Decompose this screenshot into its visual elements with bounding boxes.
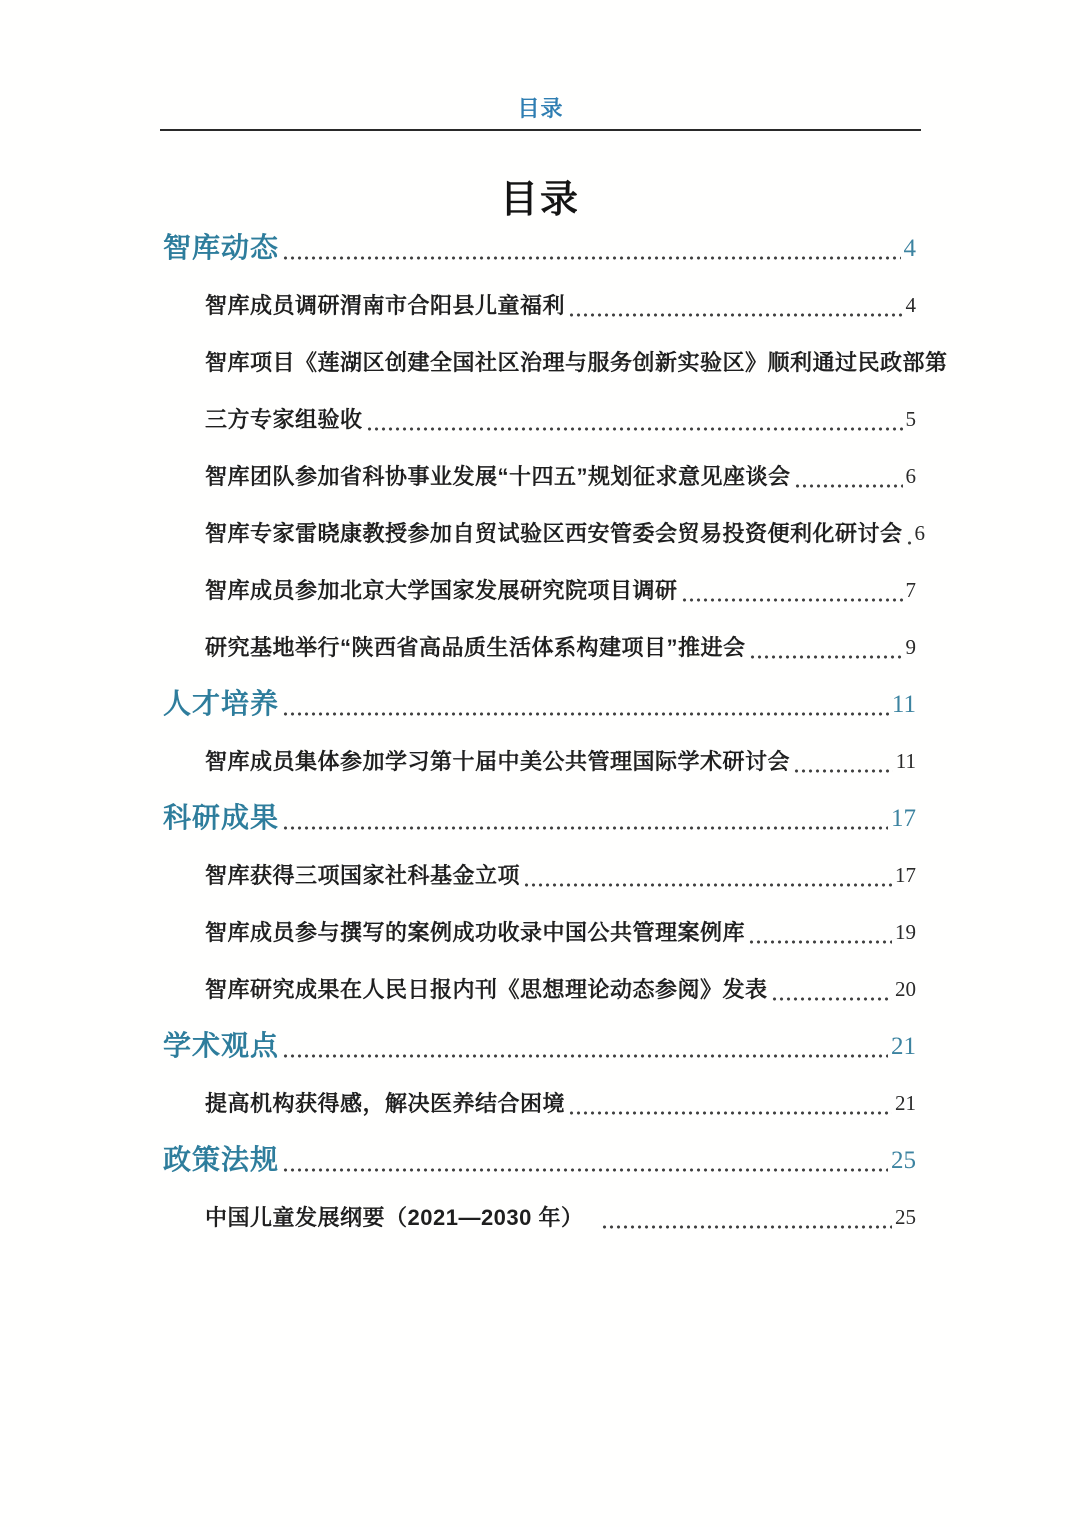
toc-item-label: 研究基地举行“陕西省高品质生活体系构建项目”推进会: [205, 635, 746, 660]
toc-page-number: 17: [895, 863, 916, 887]
toc-item-label: 智库成员参加北京大学国家发展研究院项目调研: [205, 578, 678, 603]
toc-item-label: 智库团队参加省科协事业发展“十四五”规划征求意见座谈会: [205, 464, 791, 489]
toc-section-label: 科研成果: [163, 803, 280, 834]
toc-page-number: 4: [905, 293, 916, 317]
toc-page-number: 21: [891, 1033, 916, 1060]
toc-page-number: 21: [895, 1091, 916, 1115]
toc-item-row-wrapped-line2[interactable]: [163, 391, 916, 448]
toc-page-number: 20: [895, 977, 916, 1001]
toc-page-number: 25: [895, 1205, 916, 1229]
toc-item-row[interactable]: [163, 847, 916, 904]
toc-page-number: 7: [905, 578, 916, 602]
toc-item-row[interactable]: [163, 961, 916, 1018]
dot-leader: [746, 619, 906, 676]
toc-page-number: 4: [903, 235, 916, 262]
toc-page-number: 17: [891, 805, 916, 832]
running-header-title: 目录: [517, 96, 564, 121]
dot-leader: [279, 790, 891, 847]
toc-page-number: 6: [914, 521, 926, 545]
toc-section-row[interactable]: [163, 790, 916, 847]
toc-page-number: 11: [895, 749, 916, 773]
dot-leader: [791, 448, 906, 505]
dot-leader: [279, 220, 903, 277]
toc-page-number: 6: [905, 464, 916, 488]
toc-section-label: 人才培养: [163, 689, 280, 720]
page-title: 目录: [499, 179, 580, 221]
toc-item-label: 智库成员集体参加学习第十届中美公共管理国际学术研讨会: [205, 749, 791, 774]
toc-page-number: 25: [891, 1147, 916, 1174]
toc-item-row[interactable]: [163, 448, 916, 505]
toc-item-row[interactable]: [163, 277, 916, 334]
toc-section-label: 学术观点: [163, 1031, 280, 1062]
toc-item-row[interactable]: [163, 904, 916, 961]
toc-item-label: 智库研究成果在人民日报内刊《思想理论动态参阅》发表: [205, 977, 768, 1002]
toc-item-row-wrapped-line1[interactable]: [163, 334, 948, 391]
toc-item-label: 提高机构获得感，解决医养结合困境: [205, 1091, 566, 1116]
running-header: [160, 92, 921, 131]
toc-page-number: 5: [905, 407, 916, 431]
dot-leader: [565, 277, 905, 334]
table-of-contents: [163, 220, 948, 1246]
toc-item-label: 智库获得三项国家社科基金立项: [205, 863, 521, 888]
toc-item-label: 三方专家组验收: [205, 407, 363, 432]
toc-item-row[interactable]: [163, 1075, 916, 1132]
dot-leader: [678, 562, 906, 619]
dot-leader: [745, 904, 895, 961]
toc-item-label: 智库项目《莲湖区创建全国社区治理与服务创新实验区》顺利通过民政部第: [205, 350, 948, 375]
dot-leader: [565, 1075, 895, 1132]
toc-section-row[interactable]: [163, 1132, 916, 1189]
dot-leader: [279, 1132, 891, 1189]
toc-section-row[interactable]: [163, 220, 916, 277]
toc-item-row[interactable]: [163, 505, 926, 562]
toc-section-label: 政策法规: [163, 1145, 280, 1176]
dot-leader: [768, 961, 895, 1018]
toc-page-number: 9: [905, 635, 916, 659]
dot-leader: [598, 1189, 896, 1246]
dot-leader: [903, 505, 915, 562]
toc-section-row[interactable]: [163, 676, 916, 733]
toc-item-row[interactable]: [163, 1189, 916, 1246]
toc-page-number: 11: [891, 691, 916, 718]
dot-leader: [520, 847, 895, 904]
toc-item-row[interactable]: [163, 562, 916, 619]
dot-leader: [279, 676, 892, 733]
toc-item-label: 中国儿童发展纲要（2021—2030 年）: [205, 1205, 584, 1230]
toc-section-row[interactable]: [163, 1018, 916, 1075]
dot-leader: [279, 1018, 891, 1075]
toc-item-row[interactable]: [163, 619, 916, 676]
dot-leader: [790, 733, 896, 790]
toc-item-label: 智库成员调研渭南市合阳县儿童福利: [205, 293, 566, 318]
toc-section-label: 智库动态: [163, 233, 280, 264]
dot-leader: [363, 391, 906, 448]
toc-item-label: 智库成员参与撰写的案例成功收录中国公共管理案例库: [205, 920, 746, 945]
toc-item-label: 智库专家雷晓康教授参加自贸试验区西安管委会贸易投资便利化研讨会: [205, 521, 903, 546]
toc-item-row[interactable]: [163, 733, 916, 790]
toc-page-number: 19: [895, 920, 916, 944]
